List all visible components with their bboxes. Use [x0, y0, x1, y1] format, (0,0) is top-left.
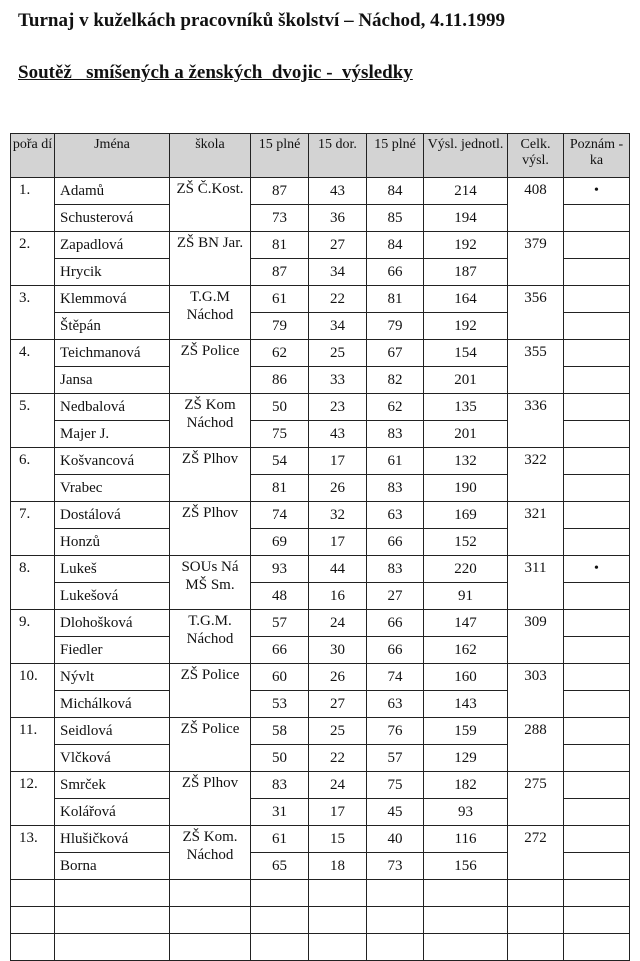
clearing-score: 26 — [309, 475, 367, 502]
rank-cell: 2. — [11, 232, 55, 286]
full-1-score: 81 — [251, 232, 309, 259]
clearing-score: 43 — [309, 178, 367, 205]
empty-cell — [508, 880, 564, 907]
clearing-score: 22 — [309, 286, 367, 313]
full-1-score: 50 — [251, 745, 309, 772]
player-name: Štěpán — [55, 313, 170, 340]
empty-row — [11, 907, 630, 934]
empty-cell — [55, 907, 170, 934]
note-cell — [564, 259, 630, 286]
rank-cell: 5. — [11, 394, 55, 448]
empty-cell — [424, 934, 508, 961]
full-2-score: 27 — [367, 583, 424, 610]
note-cell — [564, 205, 630, 232]
clearing-score: 30 — [309, 637, 367, 664]
table-row — [11, 286, 630, 313]
clearing-score: 36 — [309, 205, 367, 232]
full-1-score: 57 — [251, 610, 309, 637]
note-cell: • — [564, 178, 630, 205]
full-1-score: 83 — [251, 772, 309, 799]
empty-row — [11, 934, 630, 961]
header-full-1: 15 plné — [251, 134, 309, 178]
full-1-score: 74 — [251, 502, 309, 529]
player-name: Fiedler — [55, 637, 170, 664]
full-2-score: 66 — [367, 259, 424, 286]
school-cell: ZŠ Č.Kost. — [170, 178, 251, 232]
full-1-score: 53 — [251, 691, 309, 718]
total-result: 379 — [508, 232, 564, 286]
note-cell — [564, 448, 630, 475]
clearing-score: 17 — [309, 799, 367, 826]
full-1-score: 65 — [251, 853, 309, 880]
empty-cell — [309, 880, 367, 907]
note-cell — [564, 421, 630, 448]
full-2-score: 83 — [367, 421, 424, 448]
total-result: 272 — [508, 826, 564, 880]
school-cell: ZŠ Kom. Náchod — [170, 826, 251, 880]
clearing-score: 23 — [309, 394, 367, 421]
individual-result: 164 — [424, 286, 508, 313]
individual-result: 187 — [424, 259, 508, 286]
player-name: Majer J. — [55, 421, 170, 448]
clearing-score: 26 — [309, 664, 367, 691]
player-name: Košvancová — [55, 448, 170, 475]
full-2-score: 74 — [367, 664, 424, 691]
individual-result: 159 — [424, 718, 508, 745]
header-full-2: 15 plné — [367, 134, 424, 178]
individual-result: 162 — [424, 637, 508, 664]
rank-cell: 13. — [11, 826, 55, 880]
player-name: Jansa — [55, 367, 170, 394]
full-2-score: 81 — [367, 286, 424, 313]
table-row — [11, 394, 630, 421]
full-1-score: 62 — [251, 340, 309, 367]
full-2-score: 40 — [367, 826, 424, 853]
table-row — [11, 610, 630, 637]
note-cell — [564, 394, 630, 421]
table-row — [11, 772, 630, 799]
full-2-score: 84 — [367, 232, 424, 259]
rank-cell: 10. — [11, 664, 55, 718]
empty-cell — [564, 934, 630, 961]
individual-result: 194 — [424, 205, 508, 232]
school-cell: ZŠ Plhov — [170, 772, 251, 826]
rank-cell: 8. — [11, 556, 55, 610]
full-1-score: 73 — [251, 205, 309, 232]
empty-cell — [11, 880, 55, 907]
note-cell — [564, 745, 630, 772]
player-name: Hrycik — [55, 259, 170, 286]
player-name: Lukešová — [55, 583, 170, 610]
clearing-score: 43 — [309, 421, 367, 448]
empty-cell — [55, 880, 170, 907]
total-result: 309 — [508, 610, 564, 664]
individual-result: 129 — [424, 745, 508, 772]
clearing-score: 17 — [309, 529, 367, 556]
empty-cell — [564, 907, 630, 934]
total-result: 355 — [508, 340, 564, 394]
full-2-score: 61 — [367, 448, 424, 475]
school-cell: ZŠ Kom Náchod — [170, 394, 251, 448]
empty-row — [11, 880, 630, 907]
player-name: Klemmová — [55, 286, 170, 313]
player-name: Schusterová — [55, 205, 170, 232]
full-1-score: 66 — [251, 637, 309, 664]
note-cell — [564, 826, 630, 853]
individual-result: 214 — [424, 178, 508, 205]
rank-cell: 11. — [11, 718, 55, 772]
total-result: 321 — [508, 502, 564, 556]
individual-result: 91 — [424, 583, 508, 610]
clearing-score: 17 — [309, 448, 367, 475]
school-cell: T.G.M Náchod — [170, 286, 251, 340]
player-name: Lukeš — [55, 556, 170, 583]
individual-result: 152 — [424, 529, 508, 556]
player-name: Honzů — [55, 529, 170, 556]
document-title: Turnaj v kuželkách pracovníků školství – Náchod, 4.11.1999 — [18, 10, 506, 31]
table-row — [11, 340, 630, 367]
clearing-score: 18 — [309, 853, 367, 880]
individual-result: 116 — [424, 826, 508, 853]
total-result: 322 — [508, 448, 564, 502]
note-cell — [564, 232, 630, 259]
full-1-score: 50 — [251, 394, 309, 421]
full-1-score: 93 — [251, 556, 309, 583]
full-2-score: 57 — [367, 745, 424, 772]
header-total-result: Celk. výsl. — [508, 134, 564, 178]
full-1-score: 54 — [251, 448, 309, 475]
results-table — [10, 133, 630, 961]
note-cell — [564, 502, 630, 529]
empty-cell — [424, 880, 508, 907]
clearing-score: 24 — [309, 772, 367, 799]
empty-cell — [309, 907, 367, 934]
document-subtitle: Soutěž smíšených a ženských dvojic - výsledky — [18, 62, 413, 83]
clearing-score: 44 — [309, 556, 367, 583]
individual-result: 201 — [424, 421, 508, 448]
full-1-score: 79 — [251, 313, 309, 340]
clearing-score: 27 — [309, 691, 367, 718]
clearing-score: 22 — [309, 745, 367, 772]
table-row — [11, 718, 630, 745]
empty-cell — [170, 934, 251, 961]
empty-cell — [367, 880, 424, 907]
table-row — [11, 502, 630, 529]
player-name: Nývlt — [55, 664, 170, 691]
player-name: Adamů — [55, 178, 170, 205]
empty-cell — [508, 907, 564, 934]
empty-cell — [309, 934, 367, 961]
total-result: 288 — [508, 718, 564, 772]
empty-cell — [11, 934, 55, 961]
clearing-score: 16 — [309, 583, 367, 610]
note-cell — [564, 718, 630, 745]
player-name: Zapadlová — [55, 232, 170, 259]
school-cell: ZŠ Police — [170, 718, 251, 772]
clearing-score: 15 — [309, 826, 367, 853]
full-2-score: 73 — [367, 853, 424, 880]
player-name: Hlušičková — [55, 826, 170, 853]
note-cell — [564, 286, 630, 313]
note-cell — [564, 529, 630, 556]
header-school: škola — [170, 134, 251, 178]
rank-cell: 1. — [11, 178, 55, 232]
player-name: Dlohošková — [55, 610, 170, 637]
full-2-score: 63 — [367, 502, 424, 529]
player-name: Vlčková — [55, 745, 170, 772]
clearing-score: 34 — [309, 259, 367, 286]
full-1-score: 86 — [251, 367, 309, 394]
player-name: Borna — [55, 853, 170, 880]
note-cell — [564, 340, 630, 367]
empty-cell — [367, 934, 424, 961]
individual-result: 156 — [424, 853, 508, 880]
player-name: Dostálová — [55, 502, 170, 529]
empty-cell — [251, 934, 309, 961]
empty-cell — [55, 934, 170, 961]
player-name: Seidlová — [55, 718, 170, 745]
note-cell: • — [564, 556, 630, 583]
full-2-score: 84 — [367, 178, 424, 205]
table-row — [11, 664, 630, 691]
header-rank: pořa dí — [11, 134, 55, 178]
full-2-score: 76 — [367, 718, 424, 745]
total-result: 408 — [508, 178, 564, 232]
full-2-score: 66 — [367, 637, 424, 664]
individual-result: 192 — [424, 232, 508, 259]
empty-cell — [170, 907, 251, 934]
total-result: 336 — [508, 394, 564, 448]
player-name: Smrček — [55, 772, 170, 799]
full-2-score: 62 — [367, 394, 424, 421]
note-cell — [564, 367, 630, 394]
full-1-score: 31 — [251, 799, 309, 826]
full-2-score: 75 — [367, 772, 424, 799]
school-cell: ZŠ Police — [170, 340, 251, 394]
full-2-score: 66 — [367, 529, 424, 556]
full-1-score: 87 — [251, 259, 309, 286]
note-cell — [564, 475, 630, 502]
full-2-score: 82 — [367, 367, 424, 394]
table-row — [11, 232, 630, 259]
clearing-score: 34 — [309, 313, 367, 340]
individual-result: 220 — [424, 556, 508, 583]
rank-cell: 7. — [11, 502, 55, 556]
empty-cell — [251, 880, 309, 907]
clearing-score: 32 — [309, 502, 367, 529]
note-cell — [564, 772, 630, 799]
full-1-score: 61 — [251, 286, 309, 313]
empty-cell — [11, 907, 55, 934]
full-1-score: 81 — [251, 475, 309, 502]
player-name: Nedbalová — [55, 394, 170, 421]
full-1-score: 60 — [251, 664, 309, 691]
note-cell — [564, 664, 630, 691]
school-cell: ZŠ Police — [170, 664, 251, 718]
rank-cell: 12. — [11, 772, 55, 826]
school-cell: SOUs Ná MŠ Sm. — [170, 556, 251, 610]
rank-cell: 3. — [11, 286, 55, 340]
header-row — [11, 134, 630, 178]
individual-result: 169 — [424, 502, 508, 529]
clearing-score: 27 — [309, 232, 367, 259]
full-1-score: 87 — [251, 178, 309, 205]
header-clearing: 15 dor. — [309, 134, 367, 178]
header-note: Poznám - ka — [564, 134, 630, 178]
individual-result: 190 — [424, 475, 508, 502]
individual-result: 147 — [424, 610, 508, 637]
clearing-score: 33 — [309, 367, 367, 394]
full-2-score: 45 — [367, 799, 424, 826]
player-name: Vrabec — [55, 475, 170, 502]
empty-cell — [367, 907, 424, 934]
individual-result: 160 — [424, 664, 508, 691]
empty-cell — [564, 880, 630, 907]
total-result: 356 — [508, 286, 564, 340]
table-row — [11, 448, 630, 475]
note-cell — [564, 637, 630, 664]
full-2-score: 85 — [367, 205, 424, 232]
individual-result: 154 — [424, 340, 508, 367]
empty-cell — [424, 907, 508, 934]
individual-result: 93 — [424, 799, 508, 826]
school-cell: ZŠ Plhov — [170, 448, 251, 502]
total-result: 303 — [508, 664, 564, 718]
clearing-score: 25 — [309, 340, 367, 367]
total-result: 275 — [508, 772, 564, 826]
empty-cell — [170, 880, 251, 907]
empty-cell — [251, 907, 309, 934]
rank-cell: 9. — [11, 610, 55, 664]
individual-result: 132 — [424, 448, 508, 475]
individual-result: 182 — [424, 772, 508, 799]
rank-cell: 6. — [11, 448, 55, 502]
full-2-score: 83 — [367, 556, 424, 583]
individual-result: 143 — [424, 691, 508, 718]
full-2-score: 66 — [367, 610, 424, 637]
header-individual-result: Výsl. jednotl. — [424, 134, 508, 178]
table-row — [11, 826, 630, 853]
note-cell — [564, 691, 630, 718]
full-1-score: 75 — [251, 421, 309, 448]
rank-cell: 4. — [11, 340, 55, 394]
individual-result: 201 — [424, 367, 508, 394]
full-1-score: 48 — [251, 583, 309, 610]
individual-result: 192 — [424, 313, 508, 340]
full-2-score: 67 — [367, 340, 424, 367]
full-1-score: 69 — [251, 529, 309, 556]
header-names: Jména — [55, 134, 170, 178]
player-name: Michálková — [55, 691, 170, 718]
player-name: Kolářová — [55, 799, 170, 826]
clearing-score: 25 — [309, 718, 367, 745]
table-row — [11, 178, 630, 205]
school-cell: ZŠ BN Jar. — [170, 232, 251, 286]
total-result: 311 — [508, 556, 564, 610]
school-cell: ZŠ Plhov — [170, 502, 251, 556]
note-cell — [564, 853, 630, 880]
note-cell — [564, 799, 630, 826]
full-2-score: 63 — [367, 691, 424, 718]
individual-result: 135 — [424, 394, 508, 421]
full-1-score: 58 — [251, 718, 309, 745]
school-cell: T.G.M. Náchod — [170, 610, 251, 664]
clearing-score: 24 — [309, 610, 367, 637]
note-cell — [564, 583, 630, 610]
note-cell — [564, 313, 630, 340]
full-1-score: 61 — [251, 826, 309, 853]
table-row — [11, 556, 630, 583]
full-2-score: 79 — [367, 313, 424, 340]
player-name: Teichmanová — [55, 340, 170, 367]
empty-cell — [508, 934, 564, 961]
note-cell — [564, 610, 630, 637]
full-2-score: 83 — [367, 475, 424, 502]
